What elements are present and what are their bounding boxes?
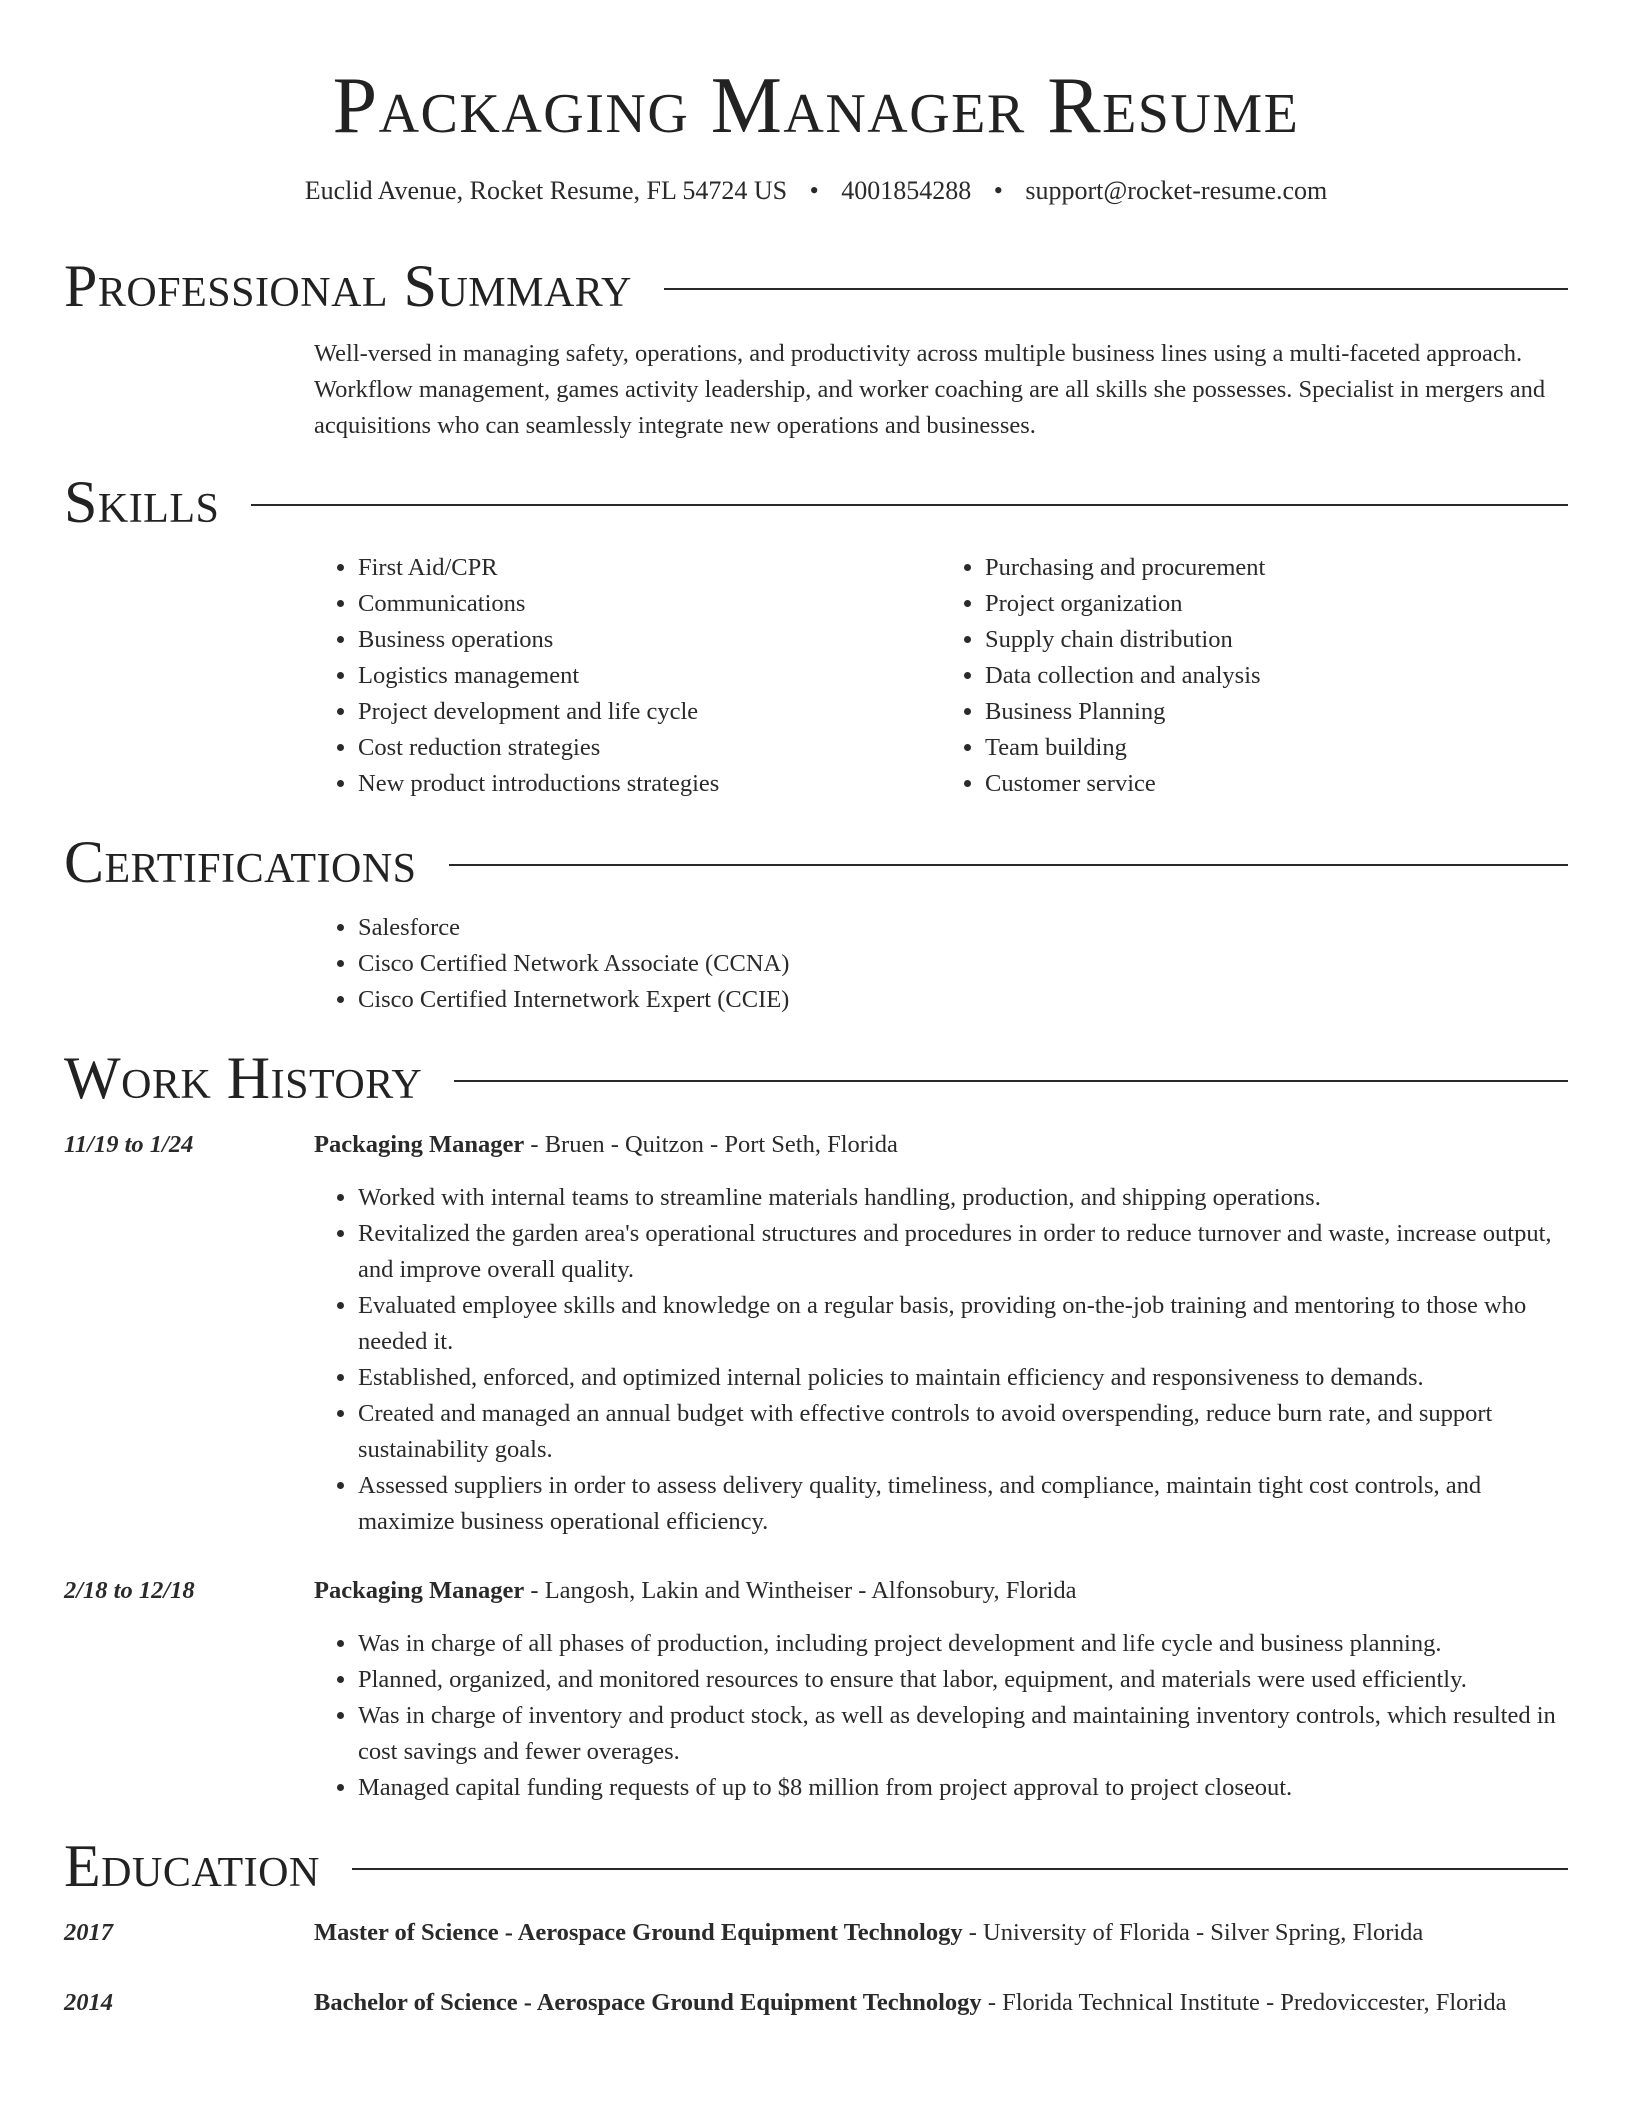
skills-list-right [941, 550, 1568, 802]
job-duties-list [314, 1180, 1568, 1540]
duty-item: • Managed capital funding requests of up to $8 million from project approval to project closeout. [358, 1770, 1568, 1806]
certification-item: • Salesforce [358, 910, 1568, 946]
education-degree: Bachelor of Science - Aerospace Ground Equipment Technology [314, 1989, 982, 2016]
job-role: Packaging Manager [314, 1131, 525, 1158]
education-degree: Master of Science - Aerospace Ground Equipment Technology [314, 1919, 963, 1946]
skill-item: • Project organization [985, 586, 1568, 622]
job-duties-list [314, 1626, 1568, 1806]
skill-item: • Business operations [358, 622, 941, 658]
job-heading [314, 1127, 1568, 1163]
skill-item: • Data collection and analysis [985, 658, 1568, 694]
duty-item: • Created and managed an annual budget with effective controls to avoid overspending, reduce burn rate, and support sustainability goals. [358, 1396, 1568, 1468]
section-heading-label: Education [64, 1833, 320, 1899]
skill-item: • Logistics management [358, 658, 941, 694]
education-year: 2014 [64, 1989, 113, 2016]
section-divider [251, 504, 1568, 506]
certifications-block [314, 910, 1568, 1018]
skills-columns [314, 550, 1568, 802]
job-company: - Langosh, Lakin and Wintheiser - Alfonsobury, Florida [524, 1577, 1077, 1604]
contact-address: Euclid Avenue, Rocket Resume, FL 54724 US [304, 176, 788, 205]
contact-separator: • [993, 176, 1003, 205]
contact-separator: • [809, 176, 819, 205]
section-heading-summary [64, 250, 1568, 322]
job-duties [314, 1180, 1568, 1540]
duty-item: • Revitalized the garden area's operational structures and procedures in order to reduce turnover and waste, increase output, and improve overall quality. [358, 1216, 1568, 1288]
contact-phone: 4001854288 [841, 176, 972, 205]
duty-item: • Was in charge of inventory and product stock, as well as developing and maintaining inventory controls, which resulted in cost savings and fewer overages. [358, 1698, 1568, 1770]
section-heading-label: Skills [64, 469, 220, 535]
education-school: - University of Florida - Silver Spring, Florida [962, 1919, 1424, 1946]
certification-item: • Cisco Certified Internetwork Expert (CCIE) [358, 982, 1568, 1018]
duty-item: • Established, enforced, and optimized internal policies to maintain efficiency and responsiveness to demands. [358, 1360, 1568, 1396]
skills-list-left [314, 550, 941, 802]
skill-item: • Communications [358, 586, 941, 622]
duty-item: • Planned, organized, and monitored resources to ensure that labor, equipment, and materials were used efficiently. [358, 1662, 1568, 1698]
contact-email: support@rocket-resume.com [1025, 176, 1328, 205]
section-heading-work-history [64, 1042, 1568, 1114]
education-school: - Florida Technical Institute - Predoviccester, Florida [981, 1989, 1507, 2016]
certification-item: • Cisco Certified Network Associate (CCNA) [358, 946, 1568, 982]
skill-item: • Business Planning [985, 694, 1568, 730]
job-company: - Bruen - Quitzon - Port Seth, Florida [524, 1131, 898, 1158]
contact-line [0, 174, 1632, 208]
skill-item: • Supply chain distribution [985, 622, 1568, 658]
section-divider [449, 864, 1568, 866]
section-heading-label: Professional Summary [64, 253, 632, 319]
section-heading-skills [64, 466, 1568, 538]
skill-item: • Project development and life cycle [358, 694, 941, 730]
duty-item: • Assessed suppliers in order to assess delivery quality, timeliness, and compliance, maintain tight cost controls, and maximize business operational efficiency. [358, 1468, 1568, 1540]
education-entry [314, 1985, 1568, 2021]
skill-item: • Customer service [985, 766, 1568, 802]
section-heading-label: Work History [64, 1045, 423, 1111]
section-divider [352, 1868, 1568, 1870]
job-dates: 2/18 to 12/18 [64, 1577, 195, 1604]
skill-item: • Team building [985, 730, 1568, 766]
section-divider [664, 288, 1568, 290]
section-heading-certifications [64, 826, 1568, 898]
job-role: Packaging Manager [314, 1577, 525, 1604]
job-duties [314, 1626, 1568, 1806]
skill-item: • First Aid/CPR [358, 550, 941, 586]
duty-item: • Was in charge of all phases of production, including project development and life cycle and business planning. [358, 1626, 1568, 1662]
education-year: 2017 [64, 1919, 113, 1946]
skill-item: • New product introductions strategies [358, 766, 941, 802]
resume-title: Packaging Manager Resume [332, 62, 1300, 150]
summary-text: Well-versed in managing safety, operations, and productivity across multiple business lines using a multi-faceted approach. Workflow management, games activity leadership, and worker coaching are all skills she possesses. Specialist in mergers and acquisitions who can seamlessly integrate new operations and businesses. [314, 340, 1546, 439]
section-divider [454, 1080, 1568, 1082]
job-heading [314, 1573, 1568, 1609]
section-heading-label: Certifications [64, 829, 417, 895]
skill-item: • Cost reduction strategies [358, 730, 941, 766]
duty-item: • Worked with internal teams to streamline materials handling, production, and shipping operations. [358, 1180, 1568, 1216]
education-entry [314, 1915, 1568, 1951]
job-dates: 11/19 to 1/24 [64, 1131, 194, 1158]
certifications-list [314, 910, 1568, 1018]
duty-item: • Evaluated employee skills and knowledge on a regular basis, providing on-the-job training and mentoring to those who needed it. [358, 1288, 1568, 1360]
skill-item: • Purchasing and procurement [985, 550, 1568, 586]
section-heading-education [64, 1830, 1568, 1902]
